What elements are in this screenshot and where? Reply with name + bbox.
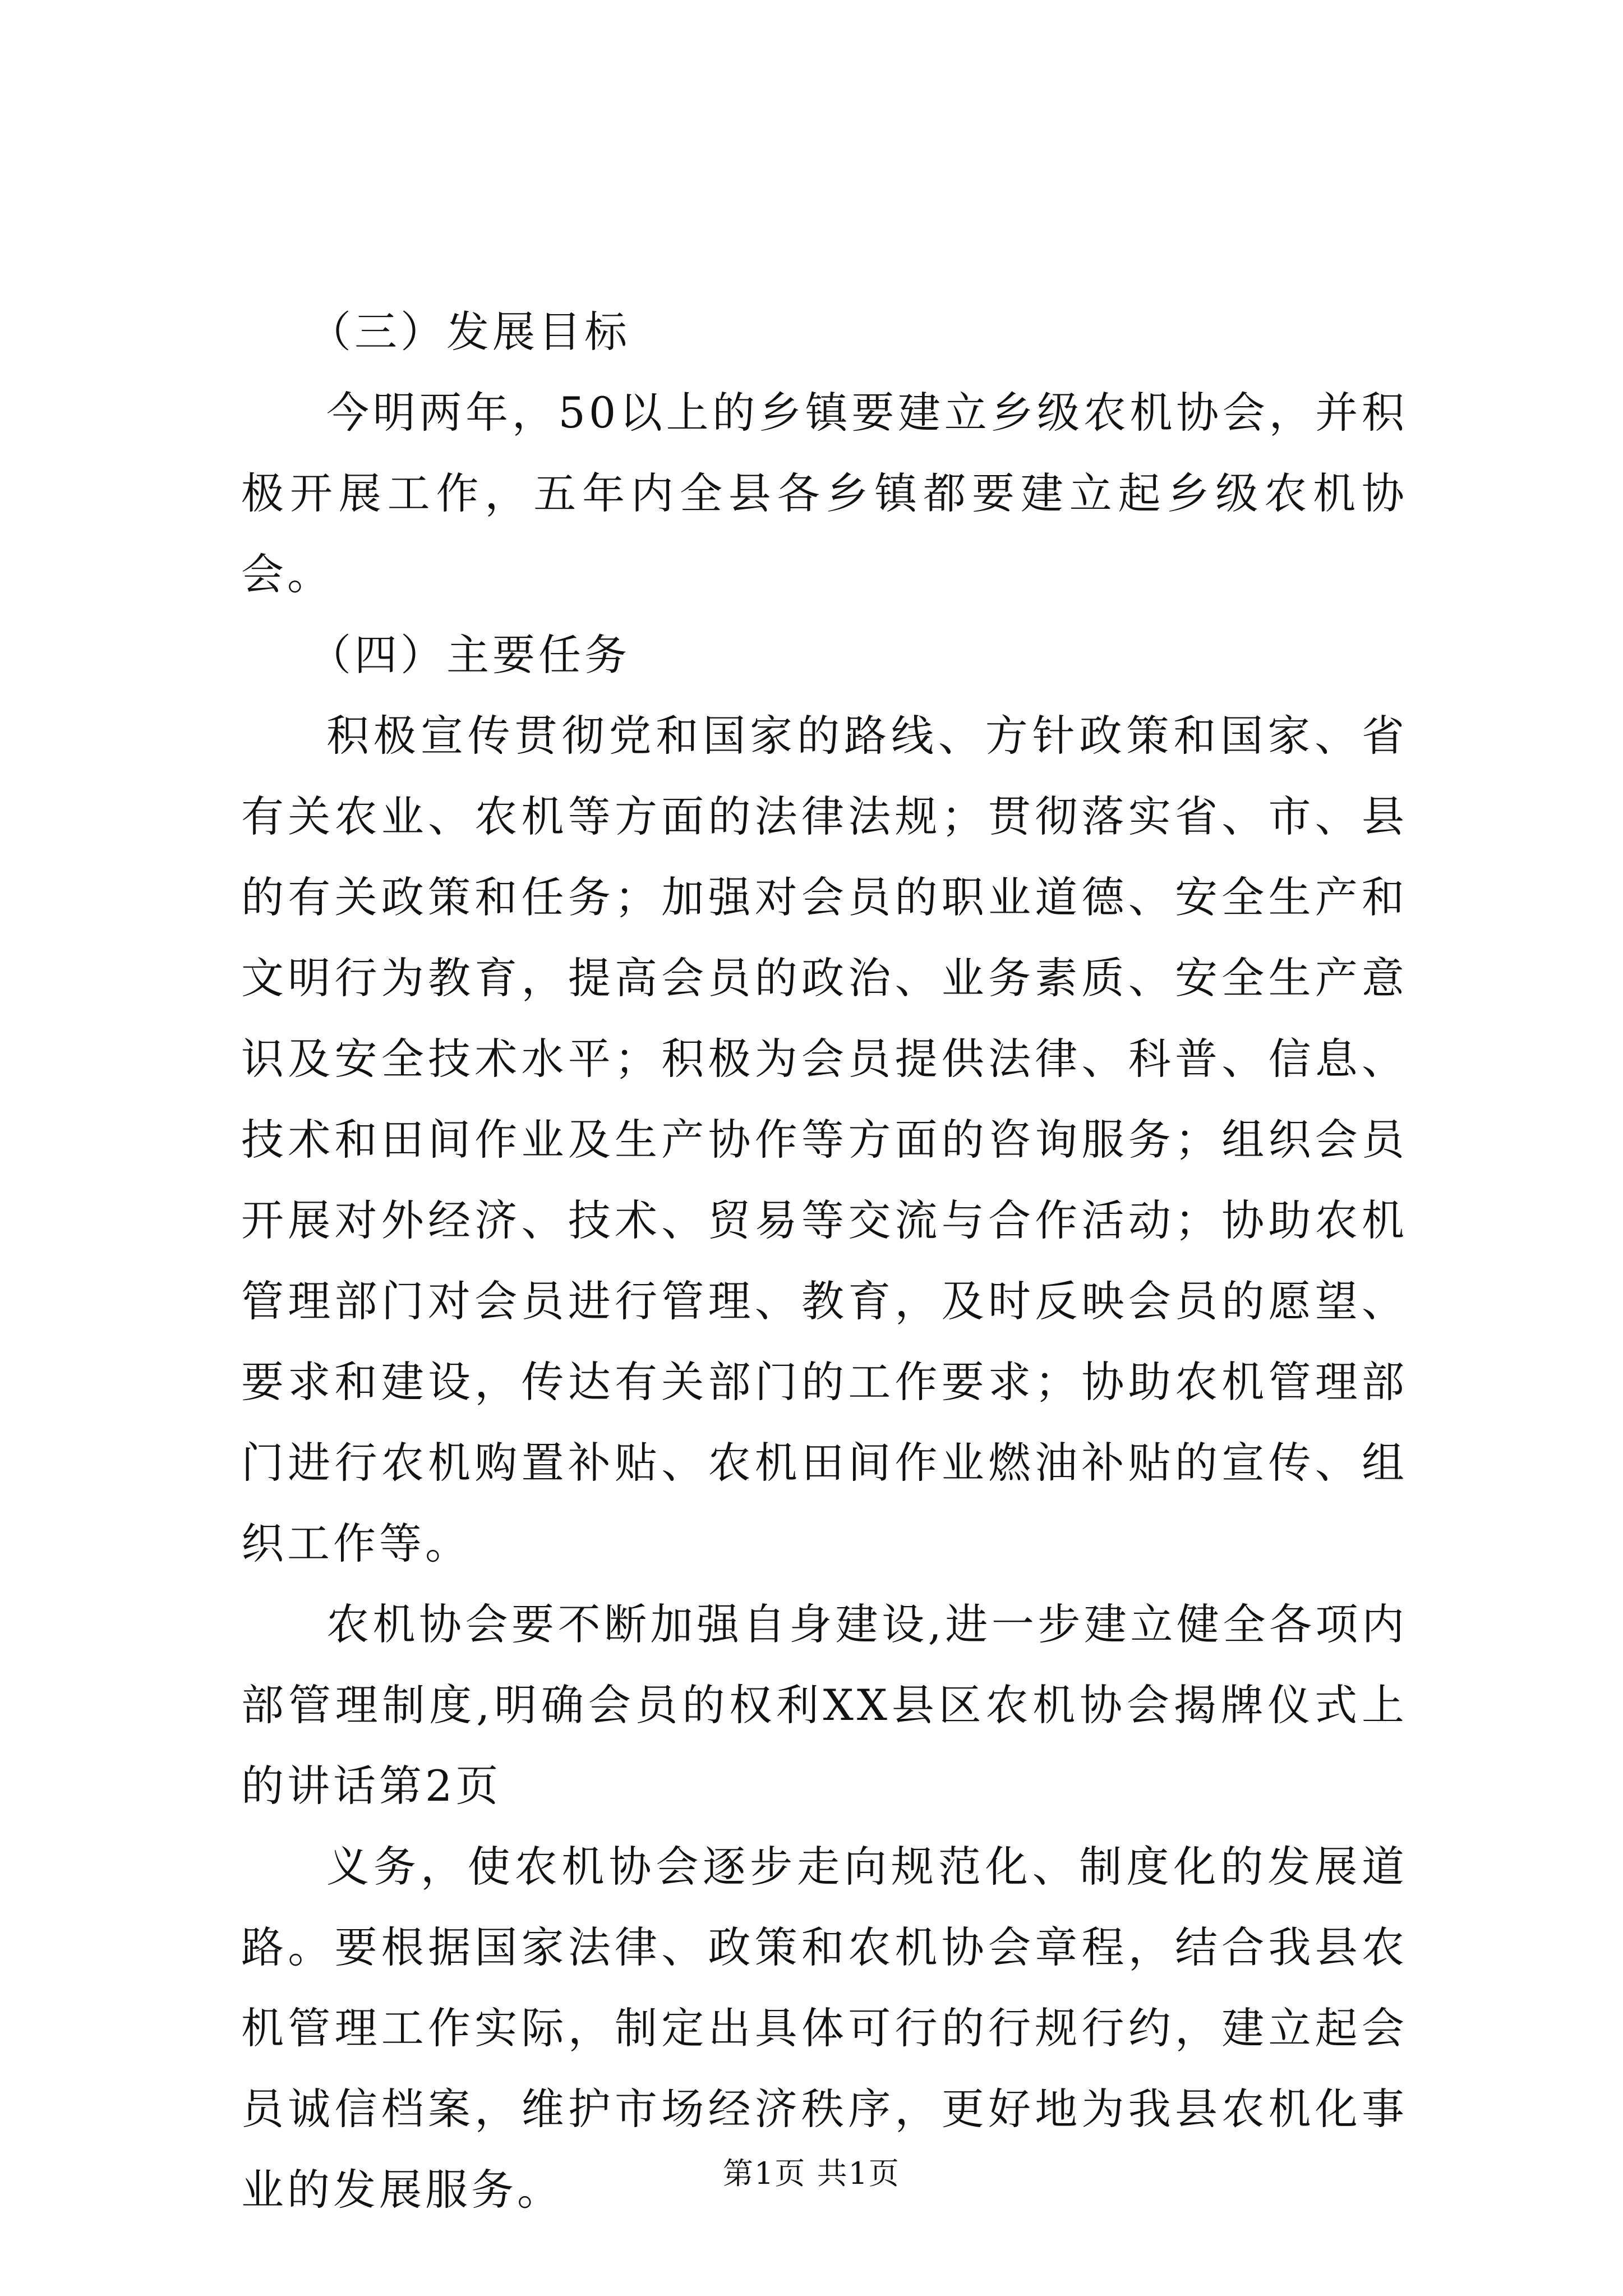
paragraph-self-construction: 农机协会要不断加强自身建设,进一步建立健全各项内部管理制度,明确会员的权利XX县区农机协会揭牌仪式上的讲话第2页	[241, 1599, 1408, 1811]
document-body	[241, 292, 1408, 2230]
page-footer: 第1页 共1页	[723, 2156, 900, 2191]
section-heading-tasks: （四）主要任务	[308, 630, 630, 680]
paragraph-tasks: 积极宣传贯彻党和国家的路线、方针政策和国家、省有关农业、农机等方面的法律法规；贯彻落实省、市、县的有关政策和任务；加强对会员的职业道德、安全生产和文明行为教育，提高会员的政治、业务素质、安全生产意识及安全技术水平；积极为会员提供法律、科普、信息、技术和田间作业及生产协作等方面的咨询服务；组织会员开展对外经济、技术、贸易等交流与合作活动；协助农机管理部门对会员进行管理、教育，及时反映会员的愿望、要求和建设，传达有关部门的工作要求；协助农机管理部门进行农机购置补贴、农机田间作业燃油补贴的宣传、组织工作等。	[241, 711, 1408, 1568]
section-heading-goals: （三）发展目标	[308, 307, 630, 357]
paragraph-goals: 今明两年，50以上的乡镇要建立乡级农机协会，并积极开展工作，五年内全县各乡镇都要建立起乡级农机协会。	[241, 388, 1408, 599]
paragraph-obligations: 义务，使农机协会逐步走向规范化、制度化的发展道路。要根据国家法律、政策和农机协会章程，结合我县农机管理工作实际，制定出具体可行的行规行约，建立起会员诚信档案，维护市场经济秩序，更好地为我县农机化事业的发展服务。	[241, 1842, 1408, 2215]
